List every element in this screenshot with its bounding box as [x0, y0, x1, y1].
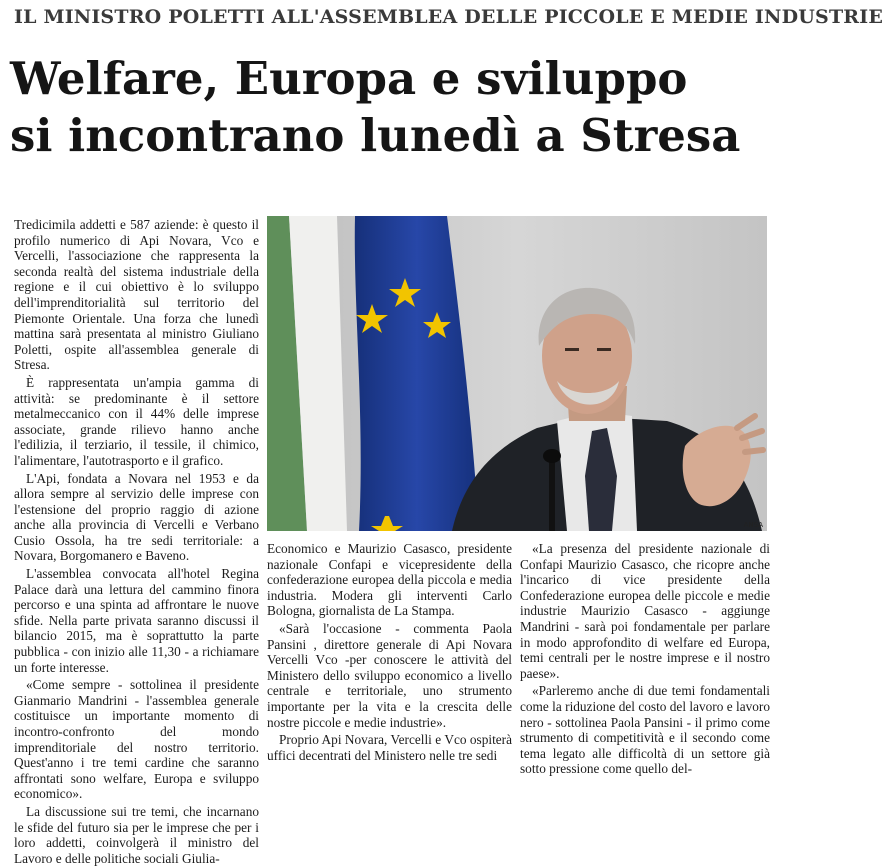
paragraph: È rappresentata un'ampia gamma di attività: se predominante è il settore metalmeccanico con il 44% delle imprese associate, grande rilievo hanno anche l'edilizia, il terziario, il tessile, il chimico, l'alimentare, l'autotrasporto e il grafico. [14, 374, 259, 468]
paragraph: L'assemblea convocata all'hotel Regina Palace darà una lettura del cammino finora percorso e una spinta ad affrontare le nuove sfide. Nella parte privata saranno discussi il bilancio 2015, ma è soprattutto la parte pubblica - con inizio alle 11,30 - a richiamare un forte interesse. [14, 566, 259, 675]
paragraph: Proprio Api Novara, Vercelli e Vco ospiterà uffici decentrati del Ministero nelle tre sedi [267, 732, 512, 763]
paragraph: Economico e Maurizio Casasco, presidente nazionale Confapi e vicepresidente della confederazione europea della piccola e media industria. Modera gli interventi Carlo Bologna, giornalista de La Stampa. [267, 541, 512, 619]
paragraph: «Come sempre - sottolinea il presidente Gianmario Mandrini - l'assemblea generale costituisce un importante momento di incontro-confronto del mondo imprenditoriale del nostro territorio. Quest'anno i tre temi cardine che saranno affrontati sono welfare, Europa e sviluppo economico». [14, 677, 259, 802]
news-photo [267, 216, 767, 531]
paragraph: «La presenza del presidente nazionale di Confapi Maurizio Casasco, che ricopre anche l'incarico di vice presidente della Confederazione europea delle piccole e medie industrie Maurizio Casasco - aggiunge Mandrini - sarà poi fondamentale per parlare in modo approfondito di welfare ed Europa, temi centrali per le nostre imprese e il nostro paese». [520, 541, 770, 681]
article-column-1 [14, 217, 259, 866]
headline [10, 50, 780, 164]
photo-credit: ANSA [743, 521, 763, 529]
paragraph: «Parleremo anche di due temi fondamentali come la riduzione del costo del lavoro e lavoro nero - sottolinea Paola Pansini - il primo come strumento di competitività e il secondo come tema legato alle difficoltà di un settore già sotto pressione come quello del- [520, 683, 770, 777]
headline-line-1: Welfare, Europa e sviluppo [10, 52, 688, 105]
article-column-2 [267, 541, 512, 763]
photo-illustration [267, 216, 767, 531]
paragraph: L'Api, fondata a Novara nel 1953 e da allora sempre al servizio delle imprese con l'estensione del proprio raggio di azione anche alla provincia di Vercelli e Verbano Cusio Ossola, ha tre sedi territoriale: a Novara, Borgomanero e Baveno. [14, 470, 259, 564]
paragraph: Tredicimila addetti e 587 aziende: è questo il profilo numerico di Api Novara, Vco e Vercelli, l'associazione che rappresenta la seconda realtà del sistema industriale della regione e il cui obiettivo è lo sviluppo dell'imprenditorialità sul territorio del Piemonte Orientale. Una forza che lunedì mattina sarà presentata al ministro Giuliano Poletti, ospite all'assemblea generale di Stresa. [14, 217, 259, 373]
microphone [543, 449, 561, 463]
article-column-3 [520, 541, 770, 777]
microphone-stand [549, 456, 555, 531]
kicker: IL MINISTRO POLETTI ALL'ASSEMBLEA DELLE PICCOLE E MEDIE INDUSTRIE [14, 6, 883, 28]
paragraph: La discussione sui tre temi, che incarnano le sfide del futuro sia per le imprese che per i loro addetti, coinvolgerà il ministro del Lavoro e delle politiche sociali Giulia- [14, 803, 259, 866]
paragraph: «Sarà l'occasione - commenta Paola Pansini , direttore generale di Api Novara Vercelli Vco -per conoscere le attività del Ministero dello sviluppo economico a livello centrale e territoriale, uno strumento importante per la vita e la crescita delle nostre piccole e medie industrie». [267, 620, 512, 730]
headline-line-2: si incontrano lunedì a Stresa [10, 109, 741, 162]
